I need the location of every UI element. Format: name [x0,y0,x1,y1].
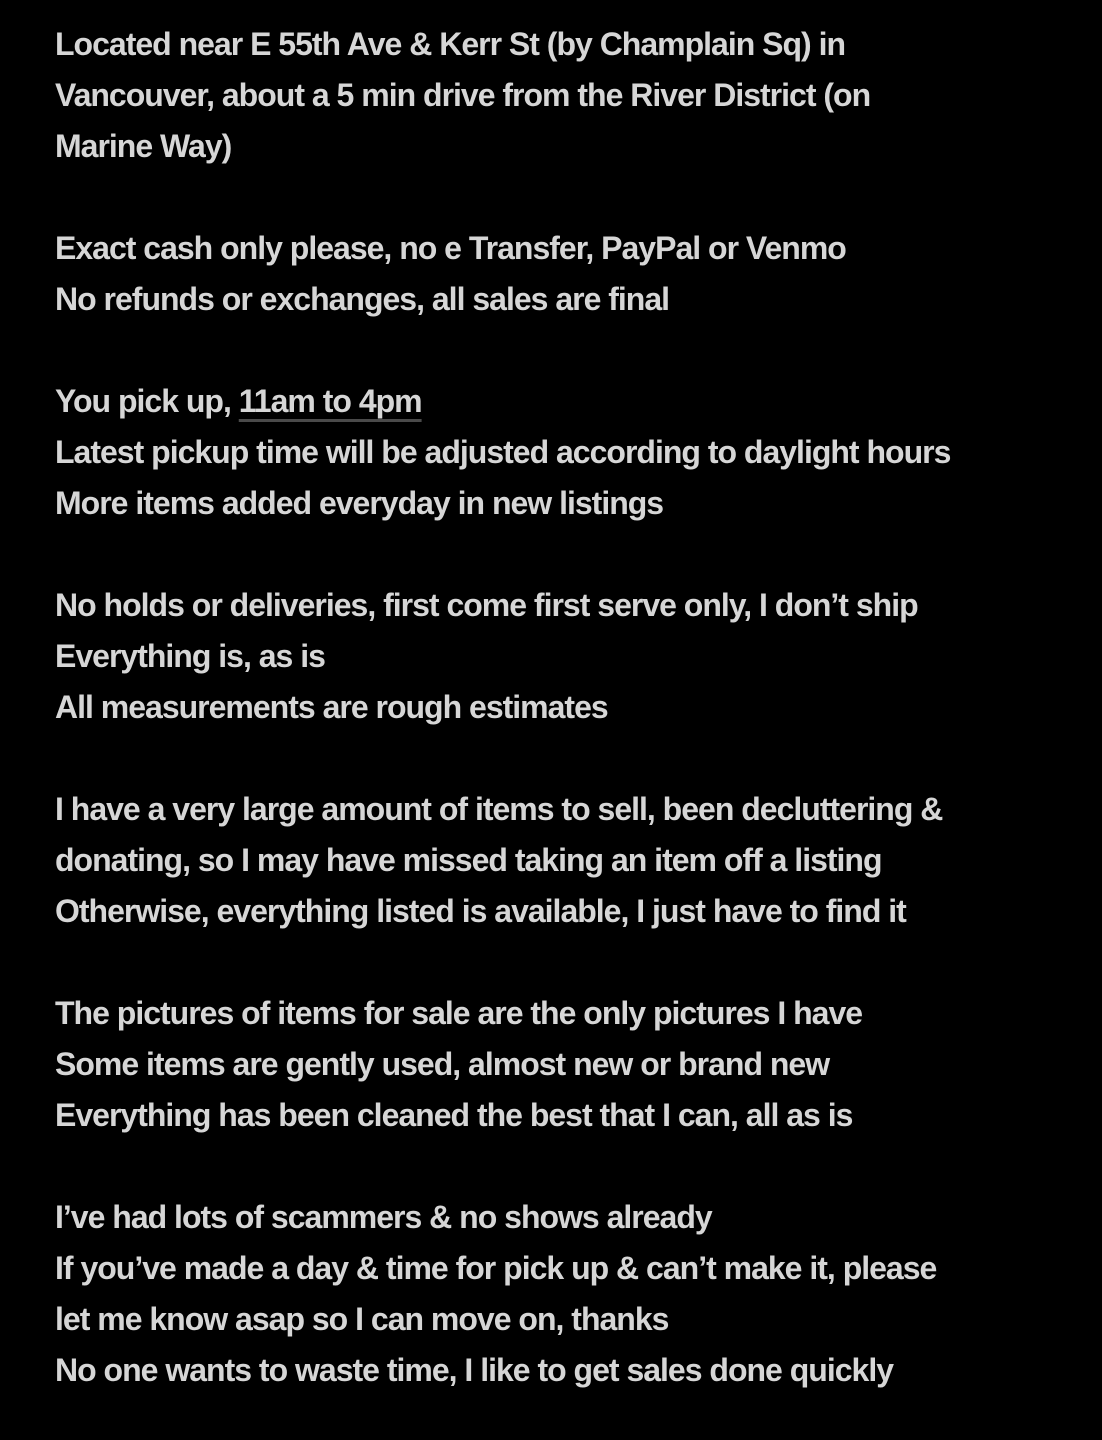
paragraph [55,580,1062,733]
text-line [55,1345,1062,1396]
text-line [55,631,1062,682]
text-segment: Marine Way) [55,128,232,164]
text-segment: Everything has been cleaned the best that I can, all as is [55,1097,853,1133]
text-line [55,1192,1062,1243]
text-line [55,784,1062,835]
text-segment: Vancouver, about a 5 min drive from the River District (on [55,77,871,113]
text-line [55,478,1062,529]
text-line [55,1294,1062,1345]
text-segment: Everything is, as is [55,638,325,674]
text-line [55,121,1062,172]
text-segment: No one wants to waste time, I like to get sales done quickly [55,1352,893,1388]
text-line [55,274,1062,325]
text-line [55,1090,1062,1141]
text-segment: More items added everyday in new listings [55,485,664,521]
text-segment: All measurements are rough estimates [55,689,608,725]
text-segment: No refunds or exchanges, all sales are final [55,281,670,317]
text-segment: Located near E 55th Ave & Kerr St (by Champlain Sq) in [55,26,846,62]
text-line [55,223,1062,274]
text-segment: Otherwise, everything listed is available, I just have to find it [55,893,906,929]
text-segment: I’ve had lots of scammers & no shows already [55,1199,712,1235]
paragraph [55,988,1062,1141]
text-segment: donating, so I may have missed taking an item off a listing [55,842,882,878]
paragraph [55,376,1062,529]
text-line [55,19,1062,70]
text-segment: The pictures of items for sale are the only pictures I have [55,995,863,1031]
text-line [55,70,1062,121]
text-line [55,1039,1062,1090]
text-segment: No holds or deliveries, first come first serve only, I don’t ship [55,587,918,623]
text-segment: I have a very large amount of items to sell, been decluttering & [55,791,943,827]
text-segment: You pick up, [55,383,239,419]
text-line [55,886,1062,937]
text-line [55,835,1062,886]
paragraph [55,1192,1062,1396]
pickup-time-link[interactable]: 11am to 4pm [238,383,422,419]
text-line [55,580,1062,631]
text-line [55,376,1062,427]
text-segment: Some items are gently used, almost new or brand new [55,1046,830,1082]
text-line [55,988,1062,1039]
paragraph [55,19,1062,172]
text-line [55,427,1062,478]
text-segment: Exact cash only please, no e Transfer, PayPal or Venmo [55,230,846,266]
text-line [55,1243,1062,1294]
paragraph [55,784,1062,937]
paragraph [55,223,1062,325]
text-line [55,682,1062,733]
text-segment: If you’ve made a day & time for pick up & can’t make it, please [55,1250,937,1286]
text-segment: Latest pickup time will be adjusted according to daylight hours [55,434,951,470]
text-segment: let me know asap so I can move on, thanks [55,1301,669,1337]
